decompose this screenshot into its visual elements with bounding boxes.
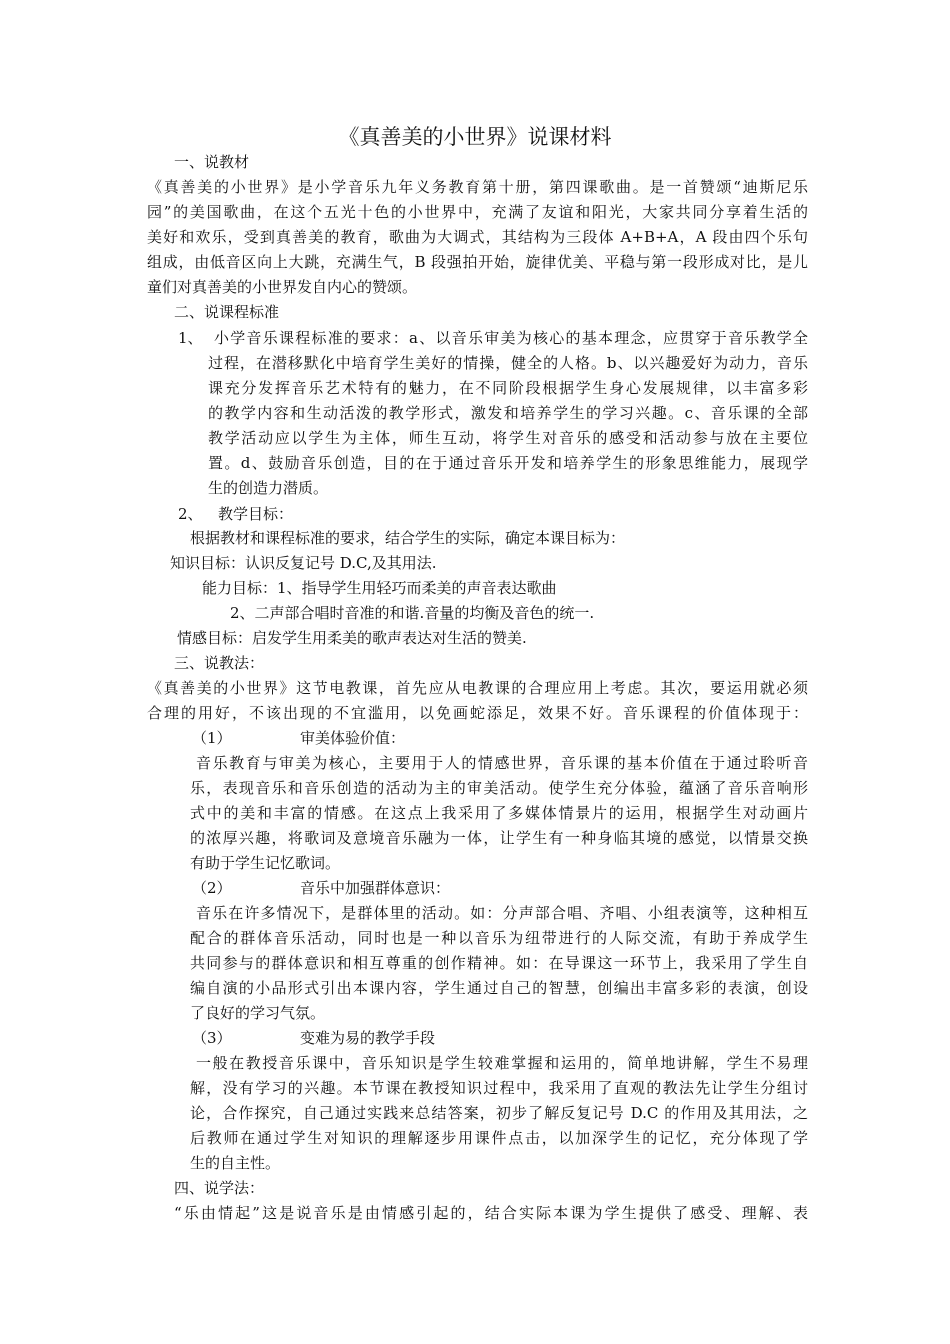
list-item-line: 过程，在潜移默化中培育学生美好的情操，健全的人格。b、以兴趣爱好为动力，音乐	[208, 354, 808, 372]
list-item-line: 小学音乐课程标准的要求：a、以音乐审美为核心的基本理念，应贯穿于音乐教学全	[214, 329, 808, 347]
paragraph-line: 的浓厚兴趣，将歌词及意境音乐融为一体，让学生有一种身临其境的感觉，以情景交换	[190, 829, 808, 847]
ability-goal-2: 2、二声部合唱时音准的和谐.音量的均衡及音色的统一.	[230, 604, 595, 622]
paragraph-line: 一般在教授音乐课中，音乐知识是学生较难掌握和运用的，简单地讲解，学生不易理	[196, 1054, 808, 1072]
paragraph-line: 共同参与的群体意识和相互尊重的创作精神。如：在导课这一环节上，我采用了学生自	[190, 954, 808, 972]
list-item-line: 生的创造力潜质。	[208, 479, 329, 497]
paragraph-line: 解，没有学习的兴趣。本节课在教授知识过程中，我采用了直观的教法先让学生分组讨	[190, 1079, 808, 1097]
paragraph-line: 音乐在许多情况下，是群体里的活动。如：分声部合唱、齐唱、小组表演等，这种相互	[196, 904, 808, 922]
paragraph-line: 音乐教育与审美为核心，主要用于人的情感世界，音乐课的基本价值在于通过聆听音	[196, 754, 808, 772]
paragraph-line: 美好和欢乐，受到真善美的教育，歌曲为大调式，其结构为三段体 A+B+A，A 段由四个乐句	[147, 228, 808, 246]
section-heading-textbook: 一、说教材	[174, 153, 250, 171]
paragraph-line: 乐，表现音乐和音乐创造的活动为主的审美活动。使学生充分体验，蕴涵了音乐音响形	[190, 779, 808, 797]
list-number: 1、	[178, 329, 203, 347]
paragraph-line: 后教师在通过学生对知识的理解逐步用课件点击，以加深学生的记忆，充分体现了学	[190, 1129, 808, 1147]
goal-intro: 根据教材和课程标准的要求，结合学生的实际，确定本课目标为：	[190, 529, 626, 547]
list-item-line: 教学活动应以学生为主体，师生互动，将学生对音乐的感受和活动参与放在主要位	[208, 429, 808, 447]
paragraph-line: 童们对真善美的小世界发自内心的赞颂。	[147, 278, 418, 296]
paragraph-line: 编自演的小品形式引出本课内容，学生通过自己的智慧，创编出丰富多彩的表演，创设	[190, 979, 808, 997]
ability-goal-1: 能力目标：1、指导学生用轻巧而柔美的声音表达歌曲	[202, 579, 557, 597]
emotion-goal: 情感目标：启发学生用柔美的歌声表达对生活的赞美.	[177, 629, 527, 647]
section-heading-learning-method: 四、说学法：	[174, 1179, 265, 1197]
list-item-line: 课充分发挥音乐艺术特有的魅力，在不同阶段根据学生身心发展规律，以丰富多彩	[208, 379, 808, 397]
section-heading-teaching-method: 三、说教法：	[174, 654, 265, 672]
document-title: 《真善美的小世界》说课材料	[338, 125, 612, 149]
subsection-number: （2）	[192, 879, 232, 897]
list-item-line: 的教学内容和生动活泼的教学形式，激发和培养学生的学习兴趣。c、音乐课的全部	[208, 404, 808, 422]
paragraph-line: 合理的用好，不该出现的不宜滥用，以免画蛇添足，效果不好。音乐课程的价值体现于：	[147, 704, 808, 722]
paragraph-line: 有助于学生记忆歌词。	[190, 854, 341, 872]
subsection-number: （1）	[192, 729, 232, 747]
list-number: 2、	[178, 505, 203, 523]
paragraph-line: 《真善美的小世界》这节电教课，首先应从电教课的合理应用上考虑。其次，要运用就必须	[147, 679, 808, 697]
subsection-title: 审美体验价值：	[300, 729, 406, 747]
paragraph-line: 《真善美的小世界》是小学音乐九年义务教育第十册，第四课歌曲。是一首赞颂“迪斯尼乐	[147, 178, 808, 196]
paragraph-line: 组成，由低音区向上大跳，充满生气，B 段强拍开始，旋律优美、平稳与第一段形成对比，是儿	[147, 253, 808, 271]
paragraph-line: 生的自主性。	[190, 1154, 281, 1172]
paragraph-line: 配合的群体音乐活动，同时也是一种以音乐为纽带进行的人际交流，有助于养成学生	[190, 929, 808, 947]
subsection-title: 音乐中加强群体意识：	[300, 879, 451, 897]
paragraph-line: 论，合作探究，自己通过实践来总结答案，初步了解反复记号 D.C 的作用及其用法，之	[190, 1104, 808, 1122]
paragraph-line: 园”的美国歌曲，在这个五光十色的小世界中，充满了友谊和阳光，大家共同分享着生活的	[147, 203, 808, 221]
list-item-title: 教学目标：	[218, 505, 294, 523]
knowledge-goal: 知识目标：认识反复记号 D.C,及其用法.	[170, 554, 437, 572]
paragraph-line: 式中的美和丰富的情感。在这点上我采用了多媒体情景片的运用，根据学生对动画片	[190, 804, 808, 822]
paragraph-line: 了良好的学习气氛。	[190, 1004, 326, 1022]
subsection-title: 变难为易的教学手段	[300, 1029, 436, 1047]
paragraph-line: “乐由情起”这是说音乐是由情感引起的，结合实际本课为学生提供了感受、理解、表	[174, 1204, 808, 1222]
subsection-number: （3）	[192, 1029, 232, 1047]
section-heading-standards: 二、说课程标准	[174, 303, 280, 321]
list-item-line: 置。d、鼓励音乐创造，目的在于通过音乐开发和培养学生的形象思维能力，展现学	[208, 454, 808, 472]
